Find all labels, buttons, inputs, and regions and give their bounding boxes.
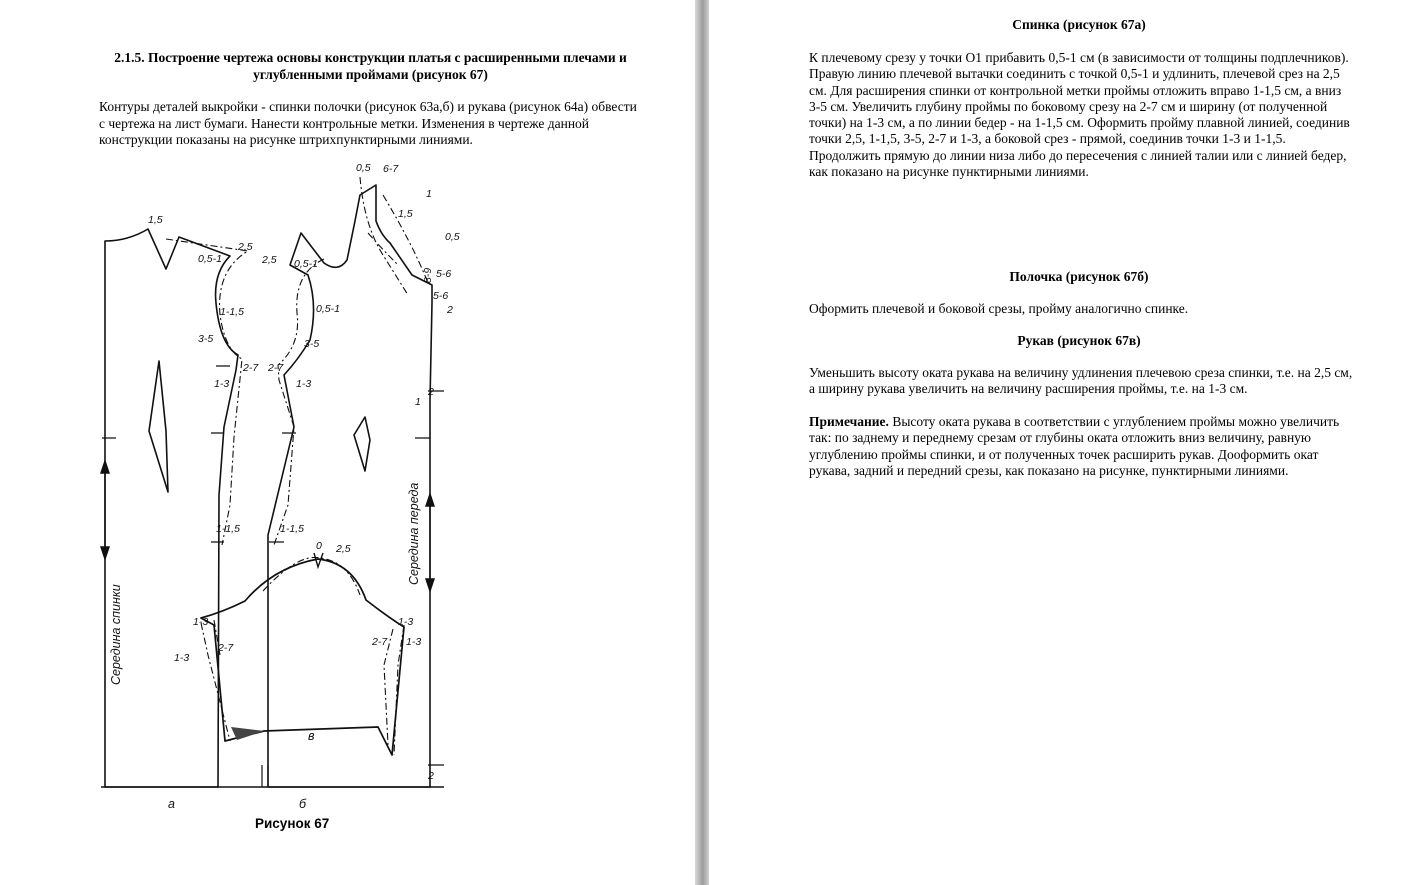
right-page	[709, 0, 1406, 885]
label-2-7-sleeve-left: 2-7	[218, 642, 234, 654]
note-label: Примечание.	[809, 414, 889, 429]
note-text: Высоту оката рукава в соответствии с углублением проймы можно увеличить так: по заднему и переднему срезам от глубины оката отложить вниз величину, равную углублению проймы спинки, и от полученных точек расширить рукав. Дооформить окат рукава, задний и передний срезы, как показано на рисунке, пунктирными линиями.	[809, 414, 1340, 478]
label-2-7-back: 2-7	[243, 362, 259, 374]
label-1-3-sleeve-left: 1-3	[193, 616, 209, 628]
label-6-7: 6-7	[383, 163, 399, 175]
label-2-5-sleeve: 2,5	[336, 543, 351, 555]
label-1-3-sleeve-left-b: 1-3	[174, 652, 190, 664]
label-2-7-front: 2-7	[268, 362, 284, 374]
label-1: 1	[426, 188, 432, 200]
sleeve-outline	[201, 559, 404, 755]
label-5-6-a: 5-6	[436, 268, 452, 280]
label-v: в	[308, 729, 315, 743]
back-center-label: Середина спинки	[109, 584, 123, 685]
label-2-mid: 2	[428, 386, 434, 398]
label-2-7-sleeve-right: 2-7	[372, 636, 388, 648]
intro-paragraph: Контуры деталей выкройки - спинки полочки (рисунок 63а,б) и рукава (рисунок 64а) обвести с чертежа на лист бумаги. Нанести контрольные метки. Изменения в чертеже данной конструкции показаны на рисунке штрихпунктирными линиями.	[99, 99, 637, 147]
label-05-1-front: 0,5-1	[294, 258, 318, 270]
label-05-1-front-b: 0,5-1	[316, 303, 340, 315]
label-1-3-sleeve-right: 1-3	[398, 616, 414, 628]
note-paragraph	[809, 414, 1354, 479]
label-2-5-back: 2,5	[238, 241, 253, 253]
label-1-15-back-hip: 1-1,5	[216, 523, 240, 535]
label-1-15-front-hip: 1-1,5	[280, 523, 304, 535]
label-1-3-back: 1-3	[214, 378, 230, 390]
label-1-5-front: 1,5	[398, 208, 413, 220]
label-3-5-back: 3-5	[198, 333, 214, 345]
back-section-text: К плечевому срезу у точки О1 прибавить 0,5-1 см (в зависимости от толщины подплечников). Правую линию плечевой вытачки соединить с точкой 0,5-1 и удлинить, плечевой срез на 2,5 см. Для расширения спинки от контрольной метки проймы отложить вправо 1-1,5 см, а вниз 3-5 см. Увеличить глубину проймы по боковому срезу на 2-7 см и ширину (от полученной точки) на 1-3 см, а по линии бедер - на 1-1,5 см. Оформить пройму плавной линией, соединив точки 2,5, 1-1,5, 3-5, 2-7 и 1-3, а боковой срез - прямой, соединив точки 1-3 и 1-1,5. Продолжить прямую до линии низа либо до пересечения с линией талии или с линией бедер, как показано на рисунке пунктирными линиями.	[809, 50, 1350, 180]
label-5-6-b: 5-6	[433, 290, 449, 302]
sleeve-section-text: Уменьшить высоту оката рукава на величину удлинения плечевою среза спинки, т.е. на 2,5 см, а ширину рукава увеличить на величину расширения проймы, т.е. на 1-3 см.	[809, 365, 1353, 397]
label-1-5-back: 1,5	[148, 214, 163, 226]
label-2-5-front: 2,5	[262, 254, 277, 266]
back-waist-dart	[149, 361, 168, 492]
front-center-label: Середина переда	[407, 482, 421, 585]
front-section-title: Полочка (рисунок 67б)	[1009, 269, 1149, 284]
label-a: а	[168, 797, 175, 811]
label-1-3-sleeve-right-b: 1-3	[406, 636, 422, 648]
pattern-figure-67	[98, 155, 460, 840]
pattern-drawing	[98, 155, 460, 840]
label-b: б	[299, 797, 307, 811]
label-1-15-back: 1-1,5	[220, 306, 244, 318]
label-2-right: 2	[447, 304, 453, 316]
back-section-title: Спинка (рисунок 67а)	[1012, 17, 1146, 32]
figure-caption: Рисунок 67	[255, 816, 330, 831]
sleeve-section-title: Рукав (рисунок 67в)	[1017, 333, 1141, 348]
label-1-mid: 1	[415, 396, 421, 408]
label-0-sleeve: 0	[316, 540, 322, 552]
label-2-bottom: 2	[428, 770, 434, 782]
label-05-1-back: 0,5-1	[198, 253, 222, 265]
front-waist-dart	[354, 417, 370, 471]
label-1-3-front: 1-3	[296, 378, 312, 390]
label-0-5-top: 0,5	[356, 162, 371, 174]
label-8-9: 8-9	[422, 267, 434, 283]
front-section-text: Оформить плечевой и боковой срезы, пройму аналогично спинке.	[809, 301, 1189, 316]
section-heading: 2.1.5. Построение чертежа основы конструкции платья с расширенными плечами и углубленными проймами (рисунок 67)	[114, 50, 627, 82]
back-outline	[105, 229, 238, 787]
label-3-5-front: 3-5	[304, 338, 320, 350]
left-page	[0, 0, 695, 885]
label-0-5-right: 0,5	[445, 231, 460, 243]
page-gutter	[695, 0, 709, 885]
